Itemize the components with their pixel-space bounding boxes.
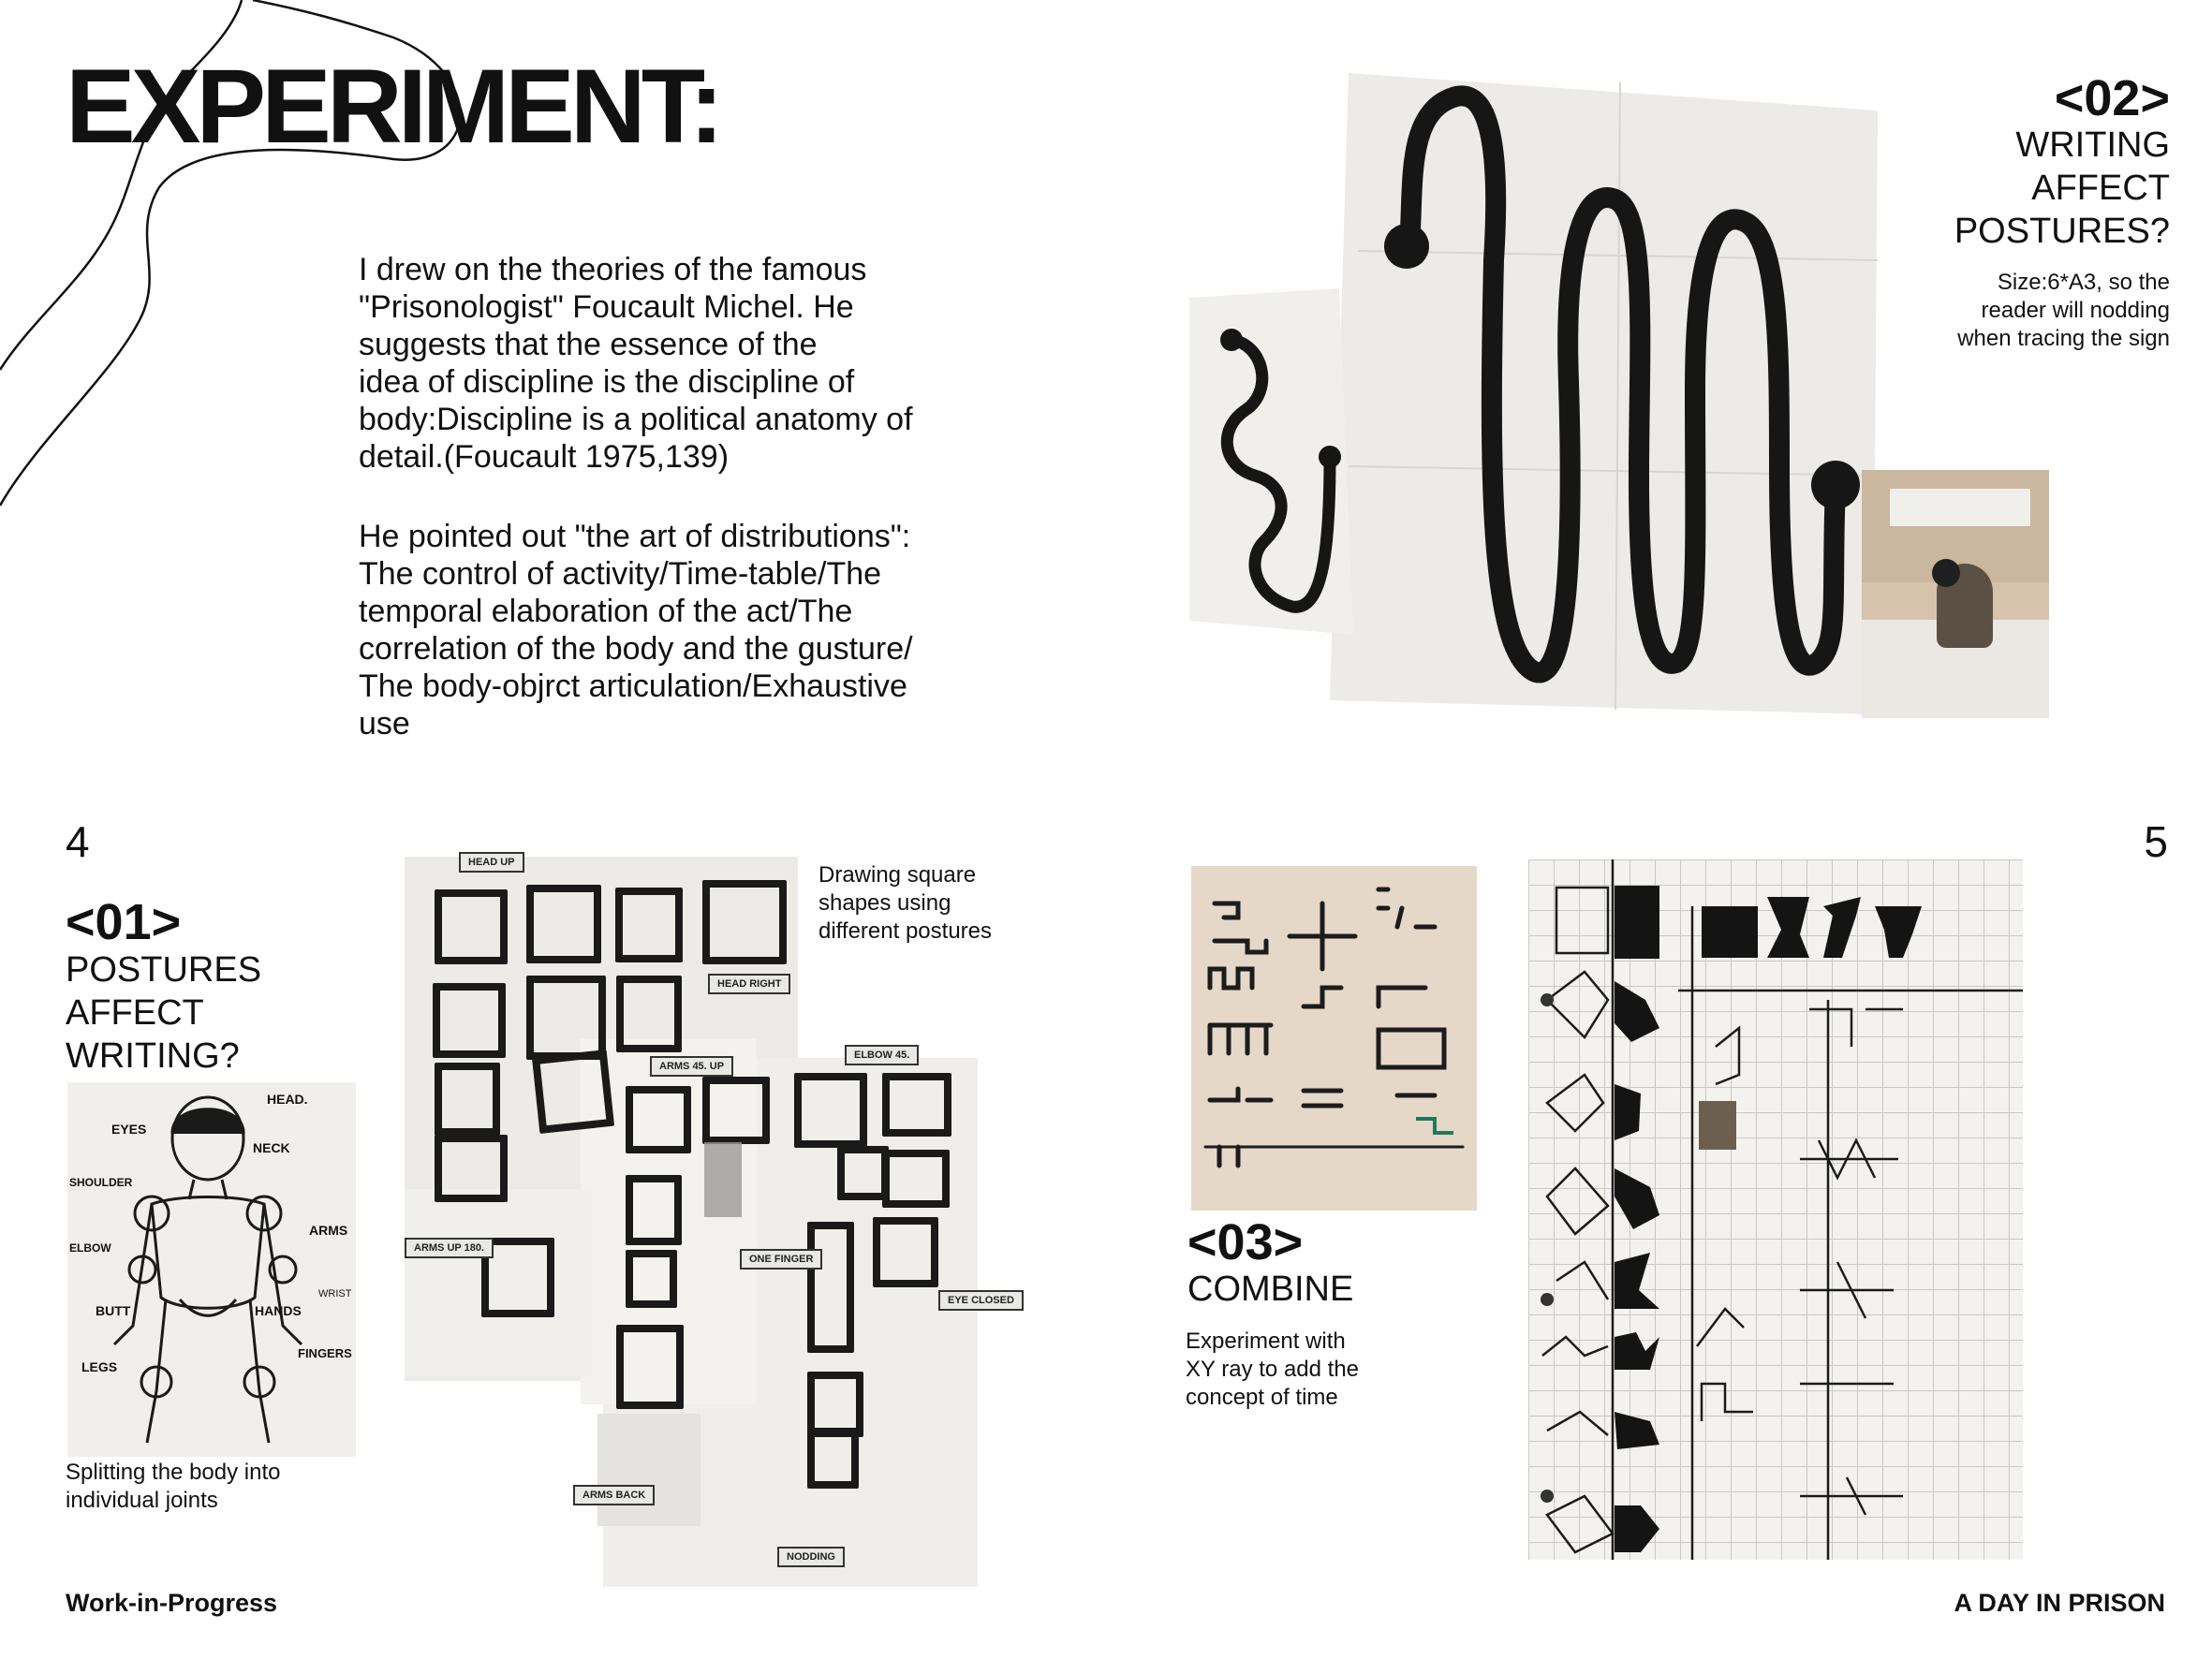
body-label-wrist: WRIST: [318, 1288, 352, 1299]
body-label-legs: LEGS: [81, 1359, 118, 1374]
section-03-caption: Experiment with XY ray to add the concept of time: [1186, 1329, 1360, 1410]
body-label-eyes: EYES: [111, 1122, 147, 1137]
footer-right: A DAY IN PRISON: [1954, 1589, 2165, 1617]
tag-nodding: NODDING: [777, 1547, 845, 1567]
intro-paragraph-2: He pointed out "the art of distributions": The control of activity/Time-table/The temporal elaboration of the act/The correlation of the body and the gusture/ The body-objrct articulation/Exhaustive use: [359, 519, 913, 741]
body-joints-drawing: [67, 1082, 356, 1457]
body-label-shoulder: SHOULDER: [69, 1176, 133, 1189]
body-label-head: HEAD.: [267, 1092, 308, 1107]
combine-sketch-photo: [1191, 866, 1477, 1211]
body-label-arms: ARMS: [309, 1223, 348, 1238]
section-01-heading: POSTURES AFFECT WRITING?: [66, 950, 262, 1076]
page-number-left: 4: [66, 817, 90, 866]
section-03-heading: COMBINE: [1187, 1270, 1354, 1309]
tag-head-right: HEAD RIGHT: [708, 974, 790, 994]
section-02-heading: WRITING AFFECT POSTURES?: [1954, 125, 2170, 251]
tag-arms-up-180: ARMS UP 180.: [405, 1238, 494, 1258]
body-label-fingers: FINGERS: [298, 1346, 352, 1360]
intro-paragraph-1: I drew on the theories of the famous "Prisonologist" Foucault Michel. He suggests that the essence of the idea of discipline is the discipline of body:Discipline is a political anatomy of detail.(Foucault 1975,139): [359, 252, 913, 475]
serpentine-sign-photo: [1189, 73, 1878, 714]
section-03-number: <03>: [1187, 1214, 1304, 1270]
tag-head-up: HEAD UP: [459, 852, 524, 873]
body-label-hands: HANDS: [255, 1303, 302, 1318]
serpentine-sign-drawing: [1189, 73, 1878, 714]
tracing-sign-photo: [1862, 470, 2049, 718]
tag-arms-45-up: ARMS 45. UP: [650, 1056, 733, 1077]
page-title: EXPERIMENT:: [66, 48, 719, 165]
tag-one-finger: ONE FINGER: [740, 1249, 822, 1270]
section-02-caption: Size:6*A3, so the reader will nodding when tracing the sign: [1957, 270, 2170, 351]
body-label-neck: NECK: [253, 1140, 290, 1155]
page-number-right: 5: [2144, 817, 2168, 866]
xy-grid-experiment-photo: [1528, 859, 2023, 1560]
footer-left: Work-in-Progress: [66, 1589, 278, 1617]
tag-eye-closed: EYE CLOSED: [938, 1290, 1024, 1311]
body-label-elbow: ELBOW: [69, 1241, 111, 1255]
squares-caption: Drawing square shapes using different postures: [818, 862, 993, 944]
body-label-butt: BUTT: [96, 1303, 131, 1318]
posture-squares-collage: [405, 852, 1014, 1582]
section-01-number: <01>: [66, 894, 182, 950]
body-caption: Splitting the body into individual joints: [66, 1460, 281, 1513]
section-02-number: <02>: [2054, 70, 2170, 126]
tag-elbow-45: ELBOW 45.: [845, 1045, 919, 1065]
tag-arms-back: ARMS BACK: [573, 1485, 655, 1505]
